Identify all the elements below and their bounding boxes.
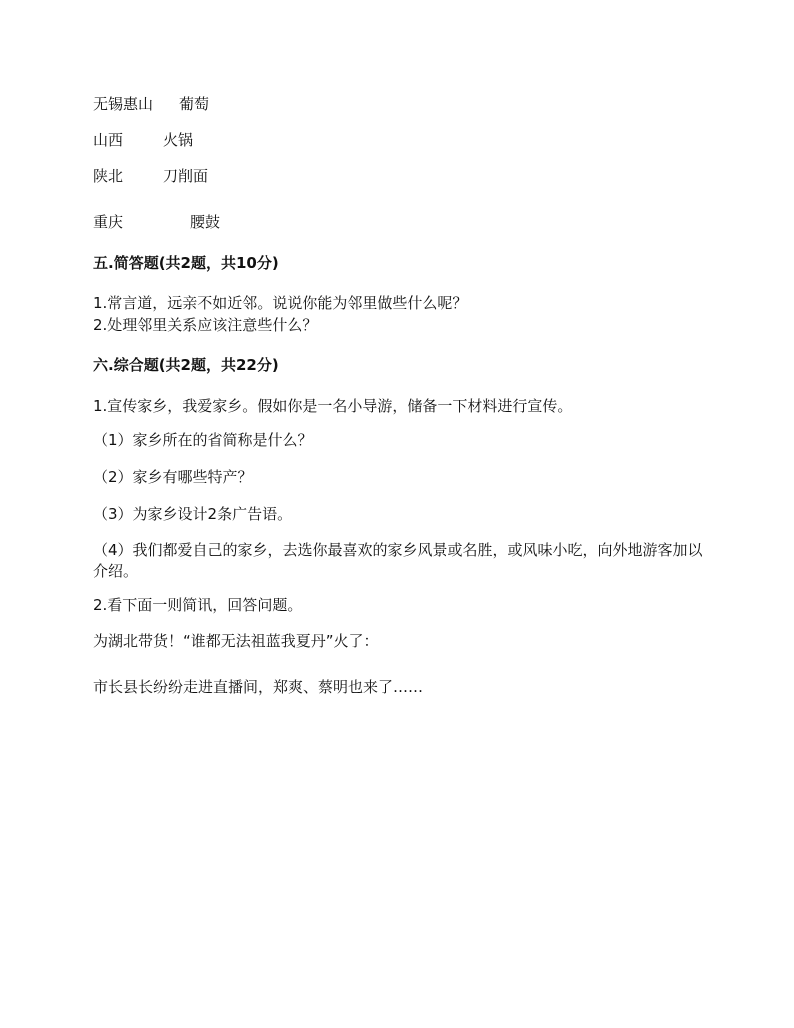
section-6-question-2: 2.看下面一则简讯，回答问题。 (93, 596, 303, 614)
match-right-3: 刀削面 (163, 167, 209, 185)
match-left-3: 陕北 (93, 167, 124, 185)
match-right-4: 腰鼓 (190, 213, 221, 231)
match-left-1: 无锡惠山 (93, 95, 154, 113)
section-5-question-1: 1.常言道，远亲不如近邻。说说你能为邻里做些什么呢？ (93, 294, 468, 312)
match-left-4: 重庆 (93, 213, 124, 231)
section-6-sub-question-1: （1）家乡所在的省简称是什么？ (93, 431, 313, 449)
news-line-1: 为湖北带货！“谁都无法祖蓝我夏丹”火了： (93, 632, 379, 650)
section-5-heading: 五.简答题(共2题，共10分) (93, 254, 279, 272)
section-6-sub-question-4: （4）我们都爱自己的家乡，去选你最喜欢的家乡风景或名胜，或风味小吃，向外地游客加以介绍。 (93, 541, 703, 580)
section-5-question-2: 2.处理邻里关系应该注意些什么？ (93, 316, 318, 334)
section-6-sub-question-3: （3）为家乡设计2条广告语。 (93, 505, 293, 523)
news-line-2: 市长县长纷纷走进直播间，郑爽、蔡明也来了…… (93, 678, 424, 696)
section-6-sub-question-2: （2）家乡有哪些特产？ (93, 468, 253, 486)
match-right-1: 葡萄 (179, 95, 210, 113)
section-6-heading: 六.综合题(共2题，共22分) (93, 356, 279, 374)
match-right-2: 火锅 (163, 131, 194, 149)
match-left-2: 山西 (93, 131, 124, 149)
section-6-question-1: 1.宣传家乡，我爱家乡。假如你是一名小导游，储备一下材料进行宣传。 (93, 397, 573, 415)
